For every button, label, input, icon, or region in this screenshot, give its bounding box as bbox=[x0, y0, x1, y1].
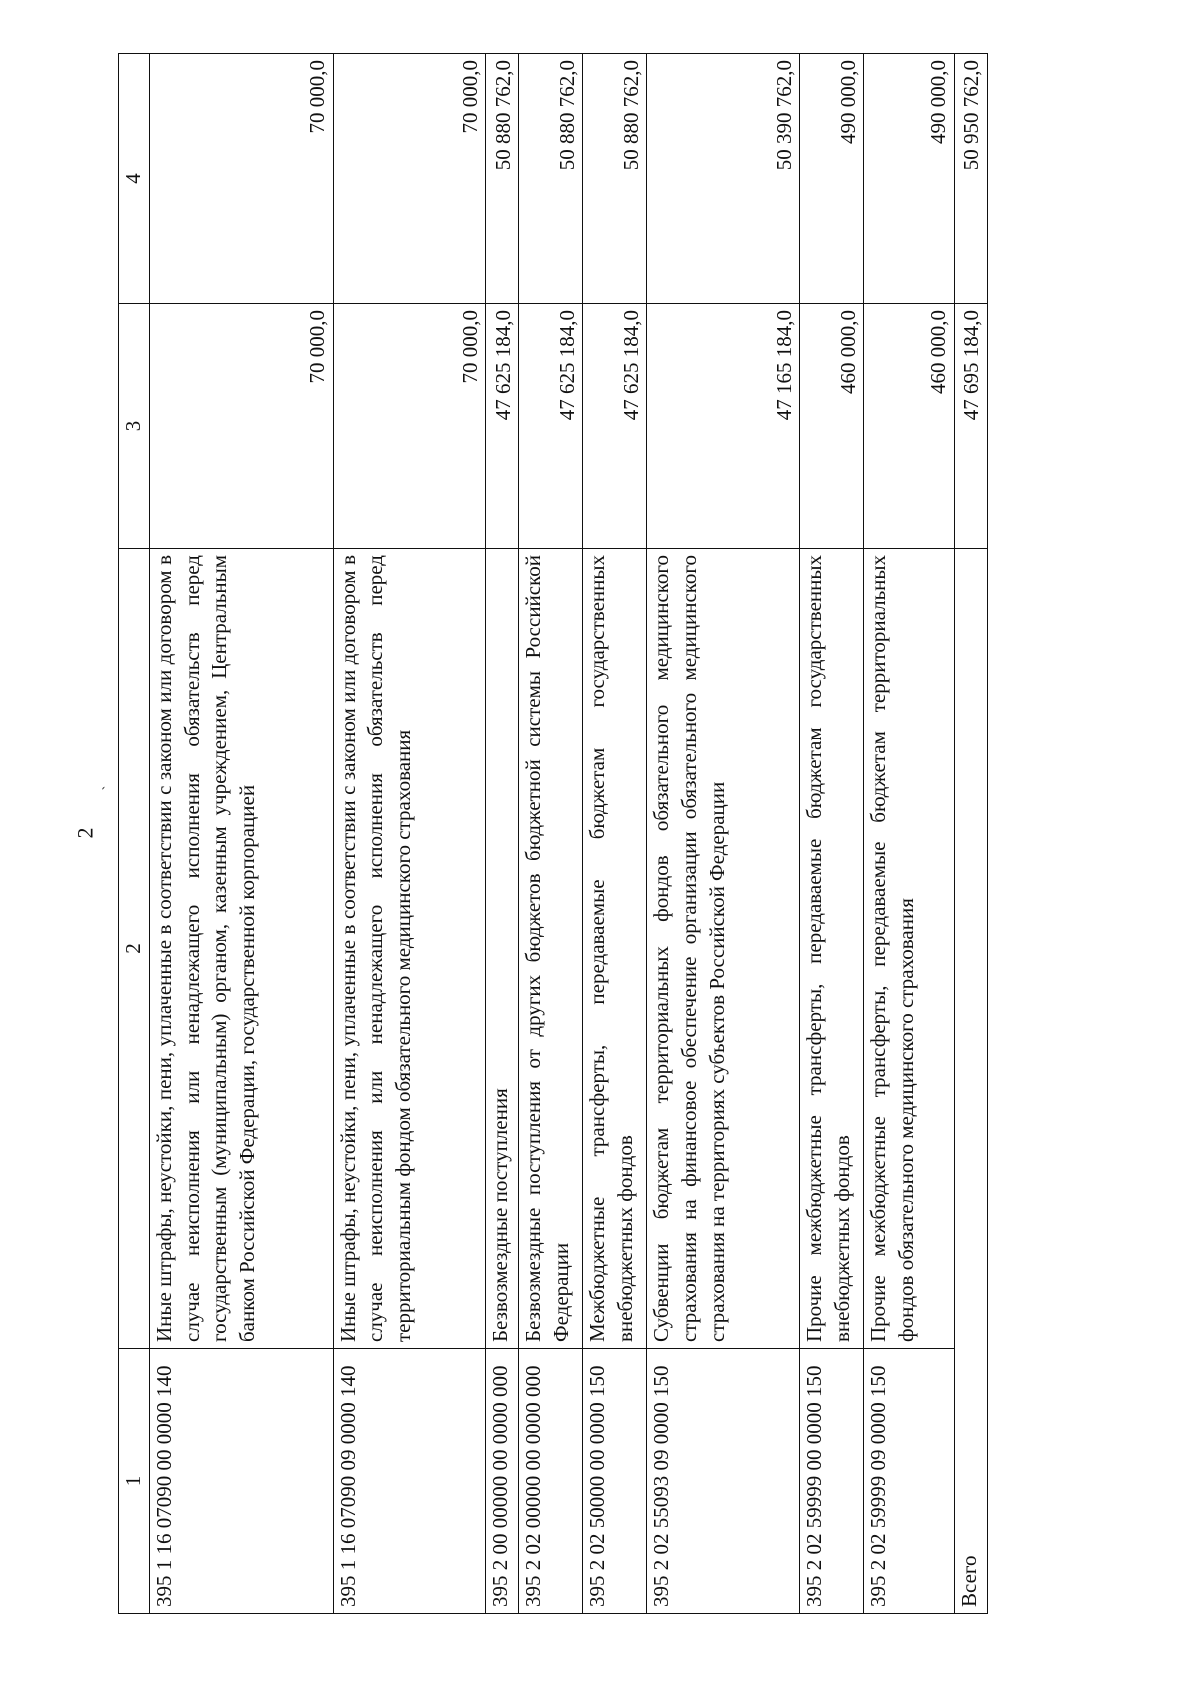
revenue-name: Безвозмездные поступления bbox=[486, 549, 519, 1349]
amount-col-3: 47 625 184,0 bbox=[486, 304, 519, 549]
amount-col-4: 70 000,0 bbox=[333, 54, 486, 304]
table-row bbox=[519, 54, 583, 1614]
amount-col-4: 50 390 762,0 bbox=[647, 54, 800, 304]
revenue-name: Межбюджетные трансферты, передаваемые бюджетам государственных внебюджетных фондов bbox=[583, 549, 647, 1349]
table-row bbox=[864, 54, 955, 1614]
amount-col-3: 47 625 184,0 bbox=[583, 304, 647, 549]
revenue-name: Субвенции бюджетам территориальных фондов обязательного медицинского страхования на финансовое обеспечение организации обязательного медицинского страхования на территориях субъектов Российской Федерации bbox=[647, 549, 800, 1349]
rotated-table-container bbox=[118, 54, 988, 1614]
budget-code: 395 2 02 55093 09 0000 150 bbox=[647, 1349, 800, 1614]
budget-code: 395 2 00 00000 00 0000 000 bbox=[486, 1349, 519, 1614]
table-row bbox=[800, 54, 864, 1614]
header-col-2: 2 bbox=[119, 549, 150, 1349]
table-row bbox=[486, 54, 519, 1614]
header-col-3: 3 bbox=[119, 304, 150, 549]
revenue-name: Иные штрафы, неустойки, пени, уплаченные в соответствии с законом или договором в случае неисполнения или ненадлежащего исполнения обязательств перед государственным (муниципальным) органом, казенным учреждением, Центральным банком Российской Федерации, государственной корпорацией bbox=[150, 549, 334, 1349]
amount-col-3: 460 000,0 bbox=[864, 304, 955, 549]
total-col-4: 50 950 762,0 bbox=[955, 54, 988, 304]
amount-col-3: 70 000,0 bbox=[150, 304, 334, 549]
amount-col-4: 50 880 762,0 bbox=[486, 54, 519, 304]
table-row bbox=[583, 54, 647, 1614]
budget-code: 395 1 16 07090 09 0000 140 bbox=[333, 1349, 486, 1614]
amount-col-4: 490 000,0 bbox=[864, 54, 955, 304]
table-row bbox=[150, 54, 334, 1614]
budget-code: 395 2 02 59999 09 0000 150 bbox=[864, 1349, 955, 1614]
amount-col-4: 490 000,0 bbox=[800, 54, 864, 304]
page-number: 2 bbox=[72, 827, 98, 839]
budget-code: 395 1 16 07090 00 0000 140 bbox=[150, 1349, 334, 1614]
table-row bbox=[333, 54, 486, 1614]
amount-col-3: 460 000,0 bbox=[800, 304, 864, 549]
budget-code: 395 2 02 59999 00 0000 150 bbox=[800, 1349, 864, 1614]
amount-col-3: 47 625 184,0 bbox=[519, 304, 583, 549]
header-col-1: 1 bbox=[119, 1349, 150, 1614]
revenue-name: Иные штрафы, неустойки, пени, уплаченные в соответствии с законом или договором в случае неисполнения или ненадлежащего исполнения обязательств перед территориальным фондом обязательного медицинского страхования bbox=[333, 549, 486, 1349]
budget-revenue-table bbox=[118, 53, 988, 1614]
revenue-name: Безвозмездные поступления от других бюджетов бюджетной системы Российской Федерации bbox=[519, 549, 583, 1349]
table-row bbox=[647, 54, 800, 1614]
budget-code: 395 2 02 00000 00 0000 000 bbox=[519, 1349, 583, 1614]
budget-code: 395 2 02 50000 00 0000 150 bbox=[583, 1349, 647, 1614]
header-row bbox=[119, 54, 150, 1614]
total-label: Всего bbox=[955, 549, 988, 1614]
revenue-name: Прочие межбюджетные трансферты, передаваемые бюджетам территориальных фондов обязательного медицинского страхования bbox=[864, 549, 955, 1349]
revenue-name: Прочие межбюджетные трансферты, передаваемые бюджетам государственных внебюджетных фондов bbox=[800, 549, 864, 1349]
stray-mark: ˏ bbox=[90, 785, 106, 791]
total-col-3: 47 695 184,0 bbox=[955, 304, 988, 549]
amount-col-3: 47 165 184,0 bbox=[647, 304, 800, 549]
header-col-4: 4 bbox=[119, 54, 150, 304]
amount-col-4: 50 880 762,0 bbox=[519, 54, 583, 304]
total-row bbox=[955, 54, 988, 1614]
amount-col-3: 70 000,0 bbox=[333, 304, 486, 549]
amount-col-4: 70 000,0 bbox=[150, 54, 334, 304]
amount-col-4: 50 880 762,0 bbox=[583, 54, 647, 304]
